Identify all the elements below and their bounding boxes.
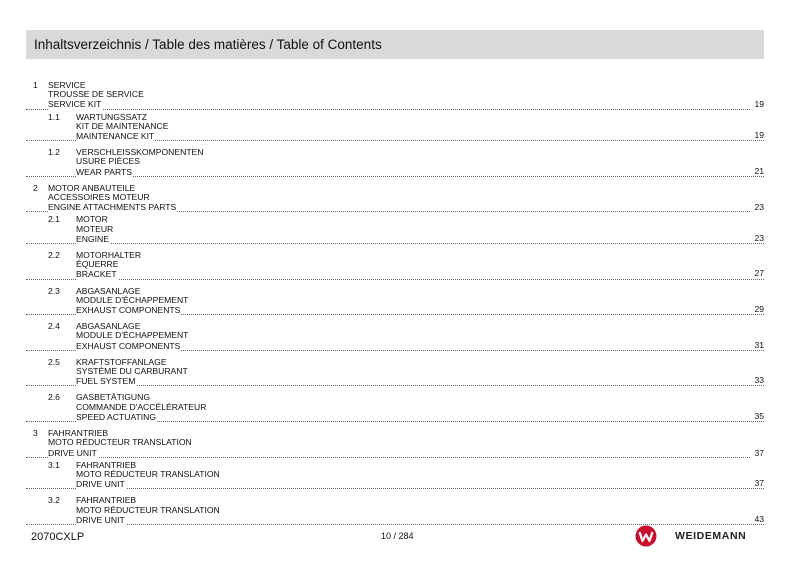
toc-entry-title: MOTOR xyxy=(76,214,108,225)
table-of-contents xyxy=(26,81,764,532)
toc-entry-title: MOTOR ANBAUTEILE xyxy=(48,182,136,193)
toc-entry[interactable] xyxy=(26,358,764,387)
toc-entry-titles xyxy=(76,287,764,315)
toc-entry-title: SERVICE xyxy=(48,80,86,90)
page-header xyxy=(26,30,764,59)
toc-entry-titles xyxy=(48,184,764,212)
weidemann-logo-icon xyxy=(635,525,657,547)
toc-entry-title: FAHRANTRIEB xyxy=(76,495,137,506)
toc-entry-page: 23 xyxy=(750,203,764,212)
toc-entry[interactable] xyxy=(26,461,764,490)
toc-entry-titles xyxy=(76,358,764,386)
toc-entry-page: 19 xyxy=(750,131,764,140)
toc-entry-title: MODULE D'ÉCHAPPEMENT xyxy=(76,330,189,341)
toc-entry-title: GASBETÄTIGUNG xyxy=(76,392,151,403)
toc-entry[interactable] xyxy=(26,215,764,244)
toc-entry[interactable] xyxy=(26,496,764,525)
toc-entry-number: 1 xyxy=(33,80,38,90)
toc-entry-number: 3.1 xyxy=(48,459,60,470)
toc-entry-title: MOTO RÉDUCTEUR TRANSLATION xyxy=(76,504,220,515)
toc-entry-number: 1.1 xyxy=(48,111,60,122)
toc-entry-title: MOTO RÉDUCTEUR TRANSLATION xyxy=(48,437,192,448)
toc-entry-title: FAHRANTRIEB xyxy=(48,428,109,439)
toc-entry-titles xyxy=(76,322,764,350)
toc-entry-titles xyxy=(48,81,764,109)
toc-entry-title: BRACKET xyxy=(76,269,117,280)
toc-entry-title: KRAFTSTOFFANLAGE xyxy=(76,356,167,367)
brand-name: WEIDEMANN xyxy=(675,530,747,542)
toc-entry-title: ABGASANLAGE xyxy=(76,321,141,332)
toc-entry-page: 29 xyxy=(750,305,764,314)
toc-entry-title: MOTEUR xyxy=(76,223,114,234)
toc-entry-page: 37 xyxy=(750,449,764,458)
toc-entry-page: 33 xyxy=(750,376,764,385)
toc-entry-title: FUEL SYSTEM xyxy=(76,376,136,387)
toc-entry[interactable] xyxy=(26,148,764,177)
toc-entry[interactable] xyxy=(26,429,764,458)
toc-entry-title: EXHAUST COMPONENTS xyxy=(76,305,181,316)
toc-entry-title: DRIVE UNIT xyxy=(76,479,125,490)
toc-entry-titles xyxy=(76,251,764,279)
toc-entry-title: MOTO RÉDUCTEUR TRANSLATION xyxy=(76,468,220,479)
toc-entry-title: USURE PIÈCES xyxy=(76,156,140,167)
toc-entry-number: 2.5 xyxy=(48,356,60,367)
page-title: Inhaltsverzeichnis / Table des matières / Table of Contents xyxy=(34,37,382,52)
toc-entry-number: 2 xyxy=(33,182,38,193)
toc-entry-page: 43 xyxy=(750,515,764,524)
brand-logo xyxy=(635,525,765,547)
toc-entry-title: ABGASANLAGE xyxy=(76,285,141,296)
toc-entry-number: 2.4 xyxy=(48,321,60,332)
toc-entry-title: ENGINE xyxy=(76,233,109,244)
toc-entry-titles xyxy=(76,461,764,489)
toc-entry-number: 2.3 xyxy=(48,285,60,296)
toc-entry-titles xyxy=(76,148,764,176)
toc-entry[interactable] xyxy=(26,287,764,316)
toc-entry[interactable] xyxy=(26,184,764,213)
toc-entry-titles xyxy=(76,496,764,524)
toc-entry[interactable] xyxy=(26,81,764,110)
toc-entry-title: ENGINE ATTACHMENTS PARTS xyxy=(48,202,177,213)
toc-entry-number: 2.2 xyxy=(48,250,60,261)
toc-entry-page: 21 xyxy=(750,167,764,176)
toc-entry-number: 2.6 xyxy=(48,392,60,403)
toc-entry-title: DRIVE UNIT xyxy=(76,514,125,525)
toc-entry-title: KIT DE MAINTENANCE xyxy=(76,120,169,131)
toc-entry-title: SPEED ACTUATING xyxy=(76,411,157,422)
toc-entry-number: 2.1 xyxy=(48,214,60,225)
toc-entry-page: 31 xyxy=(750,341,764,350)
toc-entry-page: 37 xyxy=(750,479,764,488)
toc-entry[interactable] xyxy=(26,113,764,142)
toc-entry-title: SYSTÈME DU CARBURANT xyxy=(76,366,188,377)
toc-entry-title: TROUSSE DE SERVICE xyxy=(48,89,144,100)
toc-entry[interactable] xyxy=(26,393,764,422)
toc-entry[interactable] xyxy=(26,322,764,351)
toc-entry-title: SERVICE KIT xyxy=(48,99,102,110)
toc-entry-number: 3 xyxy=(33,428,38,439)
toc-entry-title: EXHAUST COMPONENTS xyxy=(76,340,181,351)
toc-entry-title: COMMANDE D'ACCÉLÉRATEUR xyxy=(76,401,207,412)
toc-entry-page: 23 xyxy=(750,234,764,243)
toc-entry-titles xyxy=(76,393,764,421)
model-name: 2070CXLP xyxy=(31,531,85,543)
toc-entry-titles xyxy=(76,215,764,243)
page-indicator: 10 / 284 xyxy=(381,531,414,541)
toc-entry-title: WARTUNGSSATZ xyxy=(76,111,147,122)
toc-entry-number: 3.2 xyxy=(48,495,60,506)
toc-entry-page: 19 xyxy=(750,100,764,109)
toc-entry-page: 35 xyxy=(750,412,764,421)
toc-entry-title: MODULE D'ÉCHAPPEMENT xyxy=(76,294,189,305)
toc-entry-title: MOTORHALTER xyxy=(76,250,142,261)
toc-entry-title: DRIVE UNIT xyxy=(48,447,97,458)
toc-entry-titles xyxy=(76,113,764,141)
toc-entry-number: 1.2 xyxy=(48,147,60,158)
toc-entry-title: ACCESSOIRES MOTEUR xyxy=(48,192,150,203)
toc-entry-title: ÉQUERRE xyxy=(76,259,119,270)
toc-entry-page: 27 xyxy=(750,269,764,278)
toc-entry-title: VERSCHLEISSKOMPONENTEN xyxy=(76,147,204,158)
toc-entry-titles xyxy=(48,429,764,457)
toc-entry-title: WEAR PARTS xyxy=(76,166,133,177)
toc-entry-title: MAINTENANCE KIT xyxy=(76,131,155,142)
toc-entry-title: FAHRANTRIEB xyxy=(76,459,137,470)
toc-entry[interactable] xyxy=(26,251,764,280)
